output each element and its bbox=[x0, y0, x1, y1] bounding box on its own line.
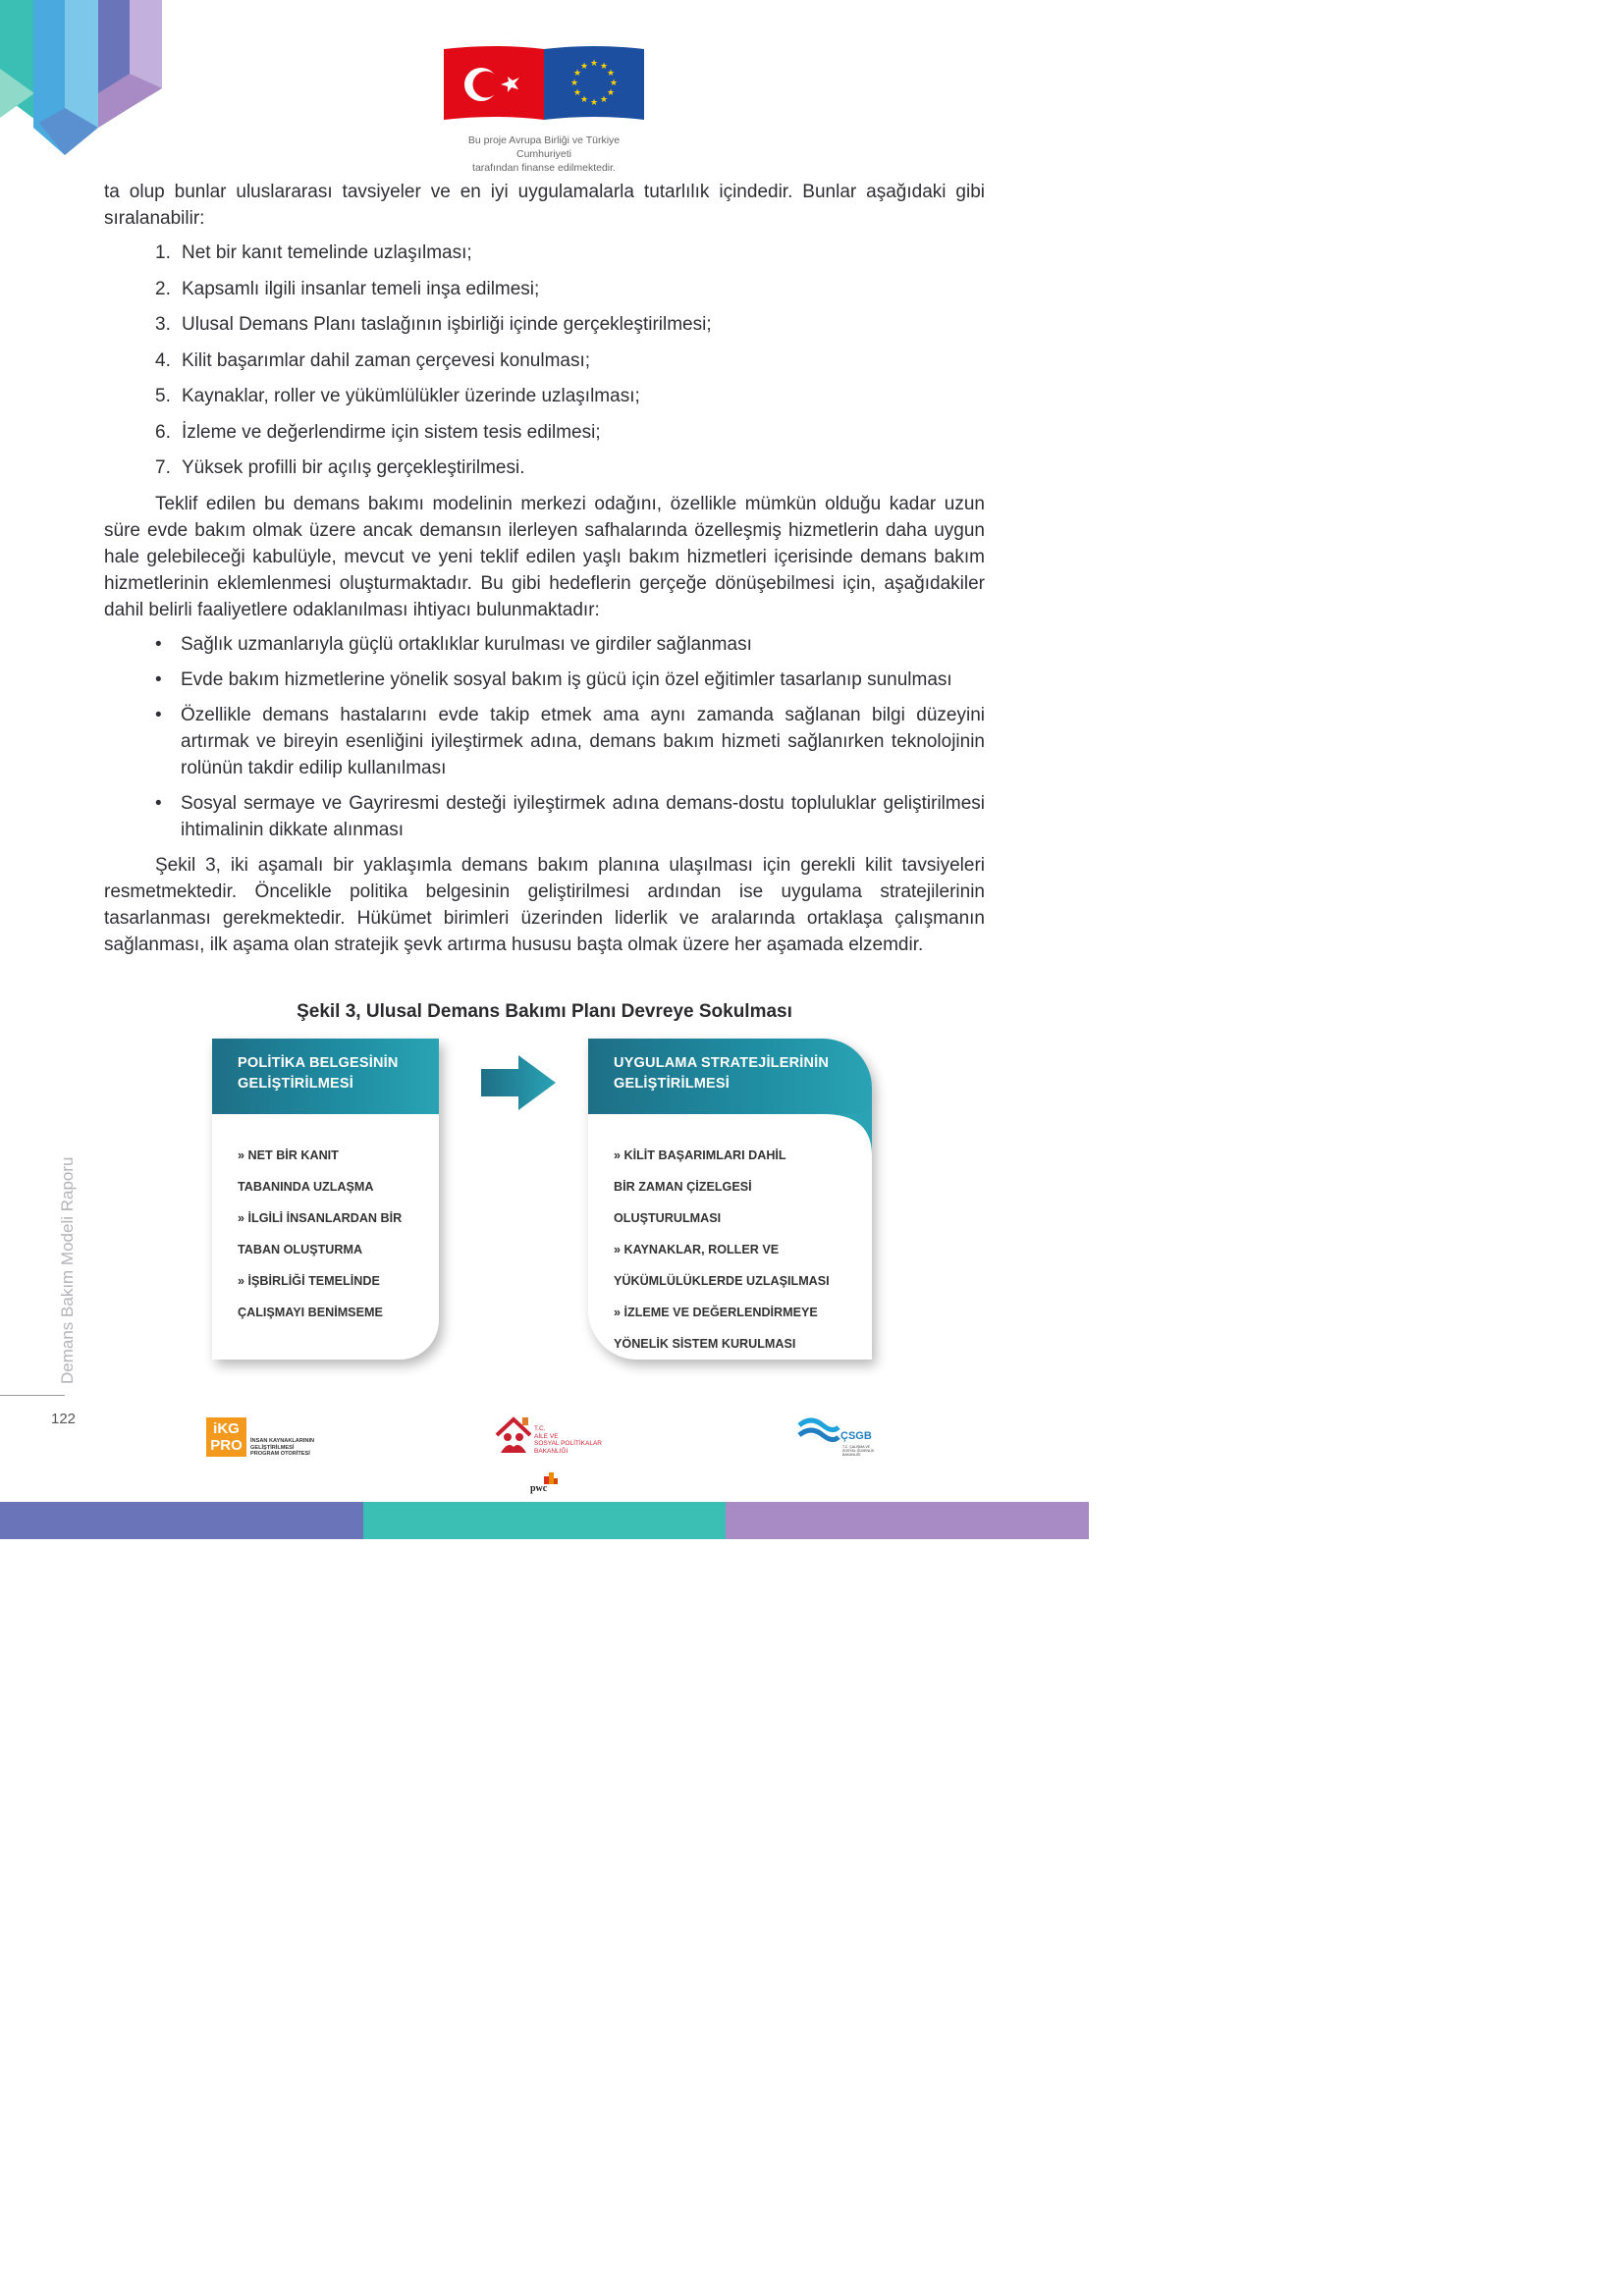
svg-text:★: ★ bbox=[606, 69, 616, 79]
svg-text:★: ★ bbox=[579, 62, 589, 72]
numbered-item bbox=[104, 383, 985, 419]
aile-bakanligi-logo bbox=[491, 1414, 609, 1461]
ikg-pro-logo-text bbox=[250, 1438, 339, 1458]
numbered-item bbox=[104, 240, 985, 276]
numbered-item-number: 4. bbox=[155, 349, 171, 371]
numbered-item-text: Kilit başarımlar dahil zaman çerçevesi konulması; bbox=[182, 349, 591, 371]
card-item-line: » KAYNAKLAR, ROLLER VE bbox=[614, 1243, 780, 1256]
paragraph-2: Teklif edilen bu demans bakımı modelinin merkezi odağını, özellikle mümkün olduğu kadar uzun süre evde bakım olmak üzere ancak demansın ilerleyen safhalarında özelleşmiş hizmetlerin daha uygun hale gelebileceği kabulüyle, mevcut ve yeni teklif edilen yaşlı bakım hizmetleri içerisinde demans bakım hizmetlerinin eklemlenmesi oluşturmaktadır. Bu gibi hedeflerin gerçeğe dönüşebilmesi için, aşağıdakiler dahil belirli faaliyetlere odaklanılması ihtiyacı bulunmaktadır: bbox=[104, 493, 985, 620]
numbered-item bbox=[104, 419, 985, 455]
numbered-item-number: 6. bbox=[155, 421, 171, 443]
card-item-line: BİR ZAMAN ÇİZELGESİ bbox=[614, 1180, 752, 1194]
card-item-line: YÖNELİK SİSTEM KURULMASI bbox=[614, 1337, 796, 1351]
bullet-dot: • bbox=[155, 668, 162, 690]
footer-bar-segment bbox=[726, 1502, 1089, 1539]
card-item bbox=[238, 1272, 402, 1321]
ikg-text-line: GELİŞTİRİLMESİ bbox=[250, 1444, 295, 1451]
aile-text-line: AİLE VE bbox=[534, 1432, 559, 1440]
numbered-item-text: Net bir kanıt temelinde uzlaşılması; bbox=[182, 242, 472, 263]
csgb-logo bbox=[797, 1415, 891, 1461]
card-item bbox=[614, 1241, 830, 1290]
numbered-item-text: Ulusal Demans Planı taslağının işbirliği içinde gerçekleştirilmesi; bbox=[182, 314, 712, 335]
svg-text:★: ★ bbox=[569, 79, 579, 88]
card-item-line: » NET BİR KANIT bbox=[238, 1148, 339, 1162]
arrow-right-icon bbox=[481, 1055, 558, 1110]
numbered-item-number: 5. bbox=[155, 386, 171, 406]
numbered-item-text: Kaynaklar, roller ve yükümlülükler üzerinde uzlaşılması; bbox=[182, 386, 640, 406]
sidebar-divider bbox=[0, 1395, 65, 1396]
bullet-item-text: Sosyal sermaye ve Gayriresmi desteği iyileştirmek adına demans-dostu topluluklar geliştirilmesi ihtimalinin dikkate alınması bbox=[181, 792, 985, 840]
footer-color-bar bbox=[0, 1502, 1089, 1539]
figure-title: Şekil 3, Ulusal Demans Bakımı Planı Devreye Sokulması bbox=[297, 1001, 792, 1022]
numbered-item bbox=[104, 276, 985, 312]
card-item-line: » İZLEME VE DEĞERLENDİRMEYE bbox=[614, 1306, 818, 1319]
pwc-text: pwc bbox=[530, 1483, 548, 1494]
card-item-line: » KİLİT BAŞARIMLARI DAHİL bbox=[614, 1148, 786, 1162]
pwc-logo bbox=[530, 1472, 560, 1496]
body-text bbox=[104, 179, 985, 958]
numbered-item bbox=[104, 454, 985, 491]
aile-text-line: BAKANLIĞI bbox=[534, 1447, 568, 1455]
ikg-text-line: PROGRAM OTORİTESİ bbox=[250, 1451, 310, 1457]
aile-bakanligi-text bbox=[534, 1425, 602, 1455]
bullet-item-text: Sağlık uzmanlarıyla güçlü ortaklıklar kurulması ve girdiler sağlanması bbox=[181, 633, 752, 655]
numbered-item bbox=[104, 347, 985, 384]
card-item-line: » İLGİLİ İNSANLARDAN BİR bbox=[238, 1211, 403, 1225]
aile-text-line: SOSYAL POLİTİKALAR bbox=[534, 1440, 602, 1447]
strategy-card bbox=[588, 1039, 872, 1360]
card-item-line: OLUŞTURULMASI bbox=[614, 1211, 722, 1225]
svg-text:★: ★ bbox=[599, 95, 609, 105]
csgb-sub-line: SOSYAL GÜVENLİK bbox=[842, 1449, 875, 1454]
csgb-text: ÇSGB bbox=[840, 1430, 872, 1442]
policy-card bbox=[212, 1039, 439, 1360]
ikg-pro-logo-mark bbox=[206, 1417, 246, 1457]
paragraph-3: Şekil 3, iki aşamalı bir yaklaşımla demans bakım planına ulaşılması için gerekli kilit tavsiyeleri resmetmektedir. Öncelikle politika belgesinin geliştirilmesi ardından ise uygulama stratejilerinin tasarlanması gerekmektedir. Hükümet birimleri üzerinden liderlik ve aralarında ortaklaşa çalışmanın sağlanması, ilk aşama olan stratejik şevk artırma hususu başta olmak üzere her aşamada elzemdir. bbox=[104, 854, 985, 955]
page-number: 122 bbox=[51, 1411, 77, 1427]
numbered-item-number: 3. bbox=[155, 314, 171, 335]
svg-text:★: ★ bbox=[609, 79, 619, 88]
ikg-line1: iKG bbox=[213, 1420, 240, 1437]
bullet-item bbox=[104, 790, 985, 843]
bullet-item bbox=[104, 631, 985, 658]
card-item bbox=[614, 1147, 830, 1227]
policy-card-title-line2: GELİŞTİRİLMESİ bbox=[238, 1076, 353, 1092]
numbered-item-text: Yüksek profilli bir açılış gerçekleştirilmesi. bbox=[182, 457, 525, 478]
flag-caption bbox=[440, 133, 648, 175]
intro-paragraph: ta olup bunlar uluslararası tavsiyeler ve en iyi uygulamalarla tutarlılık içindedir. Bunlar aşağıdaki gibi sıralanabilir: bbox=[104, 182, 985, 229]
numbered-item-number: 7. bbox=[155, 457, 171, 478]
strategy-card-title-line2: GELİŞTİRİLMESİ bbox=[614, 1076, 730, 1092]
policy-card-title bbox=[238, 1053, 399, 1095]
policy-card-title-line1: POLİTİKA BELGESİNİN bbox=[238, 1055, 399, 1071]
numbered-item-number: 1. bbox=[155, 242, 171, 263]
bullet-dot: • bbox=[155, 792, 162, 814]
csgb-sub-line: T.C. ÇALIŞMA VE bbox=[842, 1445, 871, 1449]
report-title-vertical: Demans Bakım Modeli Raporu bbox=[58, 1156, 77, 1384]
svg-text:★: ★ bbox=[589, 59, 599, 69]
bullet-item-text: Özellikle demans hastalarını evde takip etmek ama aynı zamanda sağlanan bilgi düzeyini artırmak ve bireyin esenliğini iyileştirmek adına, demans bakım hizmeti sağlanırken teknolojinin rolünün takdir edilip kullanılması bbox=[181, 704, 985, 778]
bullet-dot: • bbox=[155, 704, 162, 725]
csgb-sub-line: BAKANLIĞI bbox=[842, 1453, 861, 1458]
svg-text:★: ★ bbox=[579, 95, 589, 105]
ikg-text-line: İNSAN KAYNAKLARININ bbox=[250, 1438, 315, 1444]
ikg-line2: PRO bbox=[210, 1437, 243, 1454]
bullet-item bbox=[104, 667, 985, 693]
aile-text-line: T.C. bbox=[534, 1425, 546, 1432]
bullet-list bbox=[104, 631, 985, 843]
family-house-icon bbox=[493, 1415, 534, 1457]
card-item bbox=[238, 1209, 402, 1258]
flag-caption-line1: Bu proje Avrupa Birliği ve Türkiye Cumhuriyeti bbox=[467, 134, 621, 160]
numbered-list bbox=[104, 240, 985, 491]
bullet-item bbox=[104, 702, 985, 781]
bullet-item-text: Evde bakım hizmetlerine yönelik sosyal bakım iş gücü için özel eğitimler tasarlanıp sunulması bbox=[181, 668, 952, 690]
strategy-card-items bbox=[614, 1147, 830, 1366]
card-item bbox=[614, 1304, 830, 1353]
svg-text:★: ★ bbox=[572, 69, 582, 79]
card-item-line: ÇALIŞMAYI BENİMSEME bbox=[238, 1306, 383, 1319]
numbered-item-number: 2. bbox=[155, 278, 171, 299]
svg-text:★: ★ bbox=[599, 62, 609, 72]
flags-icon bbox=[440, 43, 648, 126]
card-item-line: TABAN OLUŞTURMA bbox=[238, 1243, 363, 1256]
strategy-card-title-line1: UYGULAMA STRATEJİLERİNİN bbox=[614, 1055, 830, 1071]
card-item-line: YÜKÜMLÜLÜKLERDE UZLAŞILMASI bbox=[614, 1274, 830, 1288]
flag-caption-line2: tarafından finanse edilmektedir. bbox=[472, 162, 616, 174]
footer-bar-segment bbox=[0, 1502, 363, 1539]
card-item-line: TABANINDA UZLAŞMA bbox=[238, 1180, 374, 1194]
numbered-item bbox=[104, 311, 985, 347]
svg-text:★: ★ bbox=[589, 98, 599, 108]
csgb-subtext bbox=[842, 1445, 892, 1458]
bullet-dot: • bbox=[155, 633, 162, 655]
numbered-item-text: İzleme ve değerlendirme için sistem tesis edilmesi; bbox=[182, 421, 601, 443]
svg-text:★: ★ bbox=[572, 88, 582, 98]
card-item bbox=[238, 1147, 402, 1196]
card-item-line: » İŞBİRLİĞİ TEMELİNDE bbox=[238, 1274, 380, 1288]
policy-card-items bbox=[238, 1147, 402, 1335]
corner-decoration bbox=[0, 0, 167, 162]
svg-text:★: ★ bbox=[606, 88, 616, 98]
eu-turkey-flags bbox=[440, 43, 648, 175]
strategy-card-title bbox=[614, 1053, 829, 1095]
numbered-item-text: Kapsamlı ilgili insanlar temeli inşa edilmesi; bbox=[182, 278, 540, 299]
footer-bar-segment bbox=[363, 1502, 726, 1539]
csgb-mark-icon bbox=[797, 1417, 840, 1447]
